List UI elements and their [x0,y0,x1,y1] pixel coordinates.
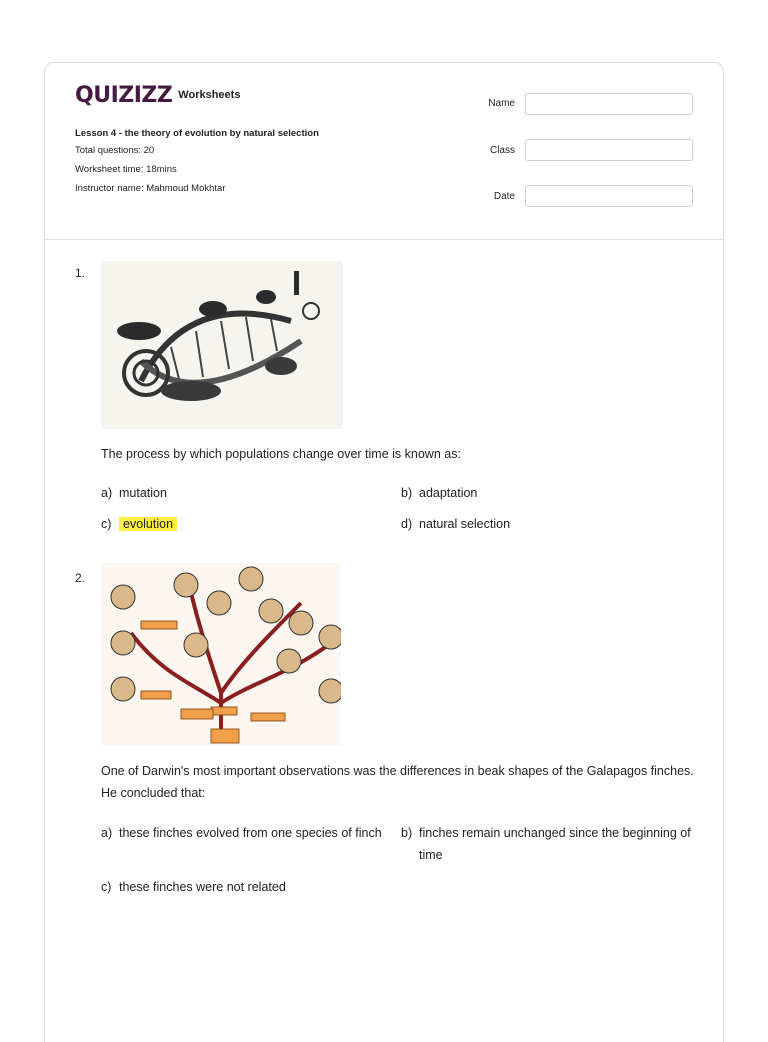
option-text: finches remain unchanged since the beginning of time [419,826,691,862]
option-key: c) [101,517,112,531]
answer-option-highlighted[interactable] [101,513,391,535]
instructor-name: Instructor name: Mahmoud Mokhtar [75,183,226,194]
option-text: mutation [119,486,167,500]
answer-option[interactable] [401,482,701,504]
worksheet-header [45,63,723,240]
question-text: One of Darwin's most important observations was the differences in beak shapes of the Galapagos finches. He concluded that: [101,764,694,800]
class-label: Class [489,145,515,156]
option-text: these finches were not related [119,880,286,894]
evolution-illustration-image [101,261,343,429]
name-label: Name [488,98,515,109]
option-key: b) [401,826,413,840]
date-label: Date [493,191,515,202]
class-field[interactable] [525,139,693,161]
option-text: natural selection [419,517,511,531]
option-text: these finches evolved from one species of finch [119,826,382,840]
total-questions: Total questions: 20 [75,145,155,156]
option-text-highlighted: evolution [119,517,177,531]
logo-wordmark: QUIZIZZ [75,83,173,108]
answer-option[interactable] [101,876,391,898]
answer-option[interactable] [401,822,701,866]
worksheet-meta [75,127,325,201]
answer-option[interactable] [401,513,701,535]
answer-option[interactable] [101,482,391,504]
finch-tree-image [101,563,341,745]
quizizz-logo [75,83,240,108]
question-text: The process by which populations change over time is known as: [101,447,461,461]
option-key: b) [401,486,413,500]
worksheet [44,62,724,1042]
answer-option[interactable] [101,822,391,844]
question-number: 2. [75,571,86,585]
lesson-title: Lesson 4 - the theory of evolution by natural selection [75,128,319,139]
option-key: d) [401,517,413,531]
option-text: adaptation [419,486,478,500]
option-key: a) [101,486,113,500]
worksheet-time: Worksheet time: 18mins [75,164,177,175]
date-field[interactable] [525,185,693,207]
option-key: c) [101,880,112,894]
question-number: 1. [75,266,86,280]
name-field[interactable] [525,93,693,115]
option-key: a) [101,826,113,840]
logo-subtitle: Worksheets [178,89,241,101]
